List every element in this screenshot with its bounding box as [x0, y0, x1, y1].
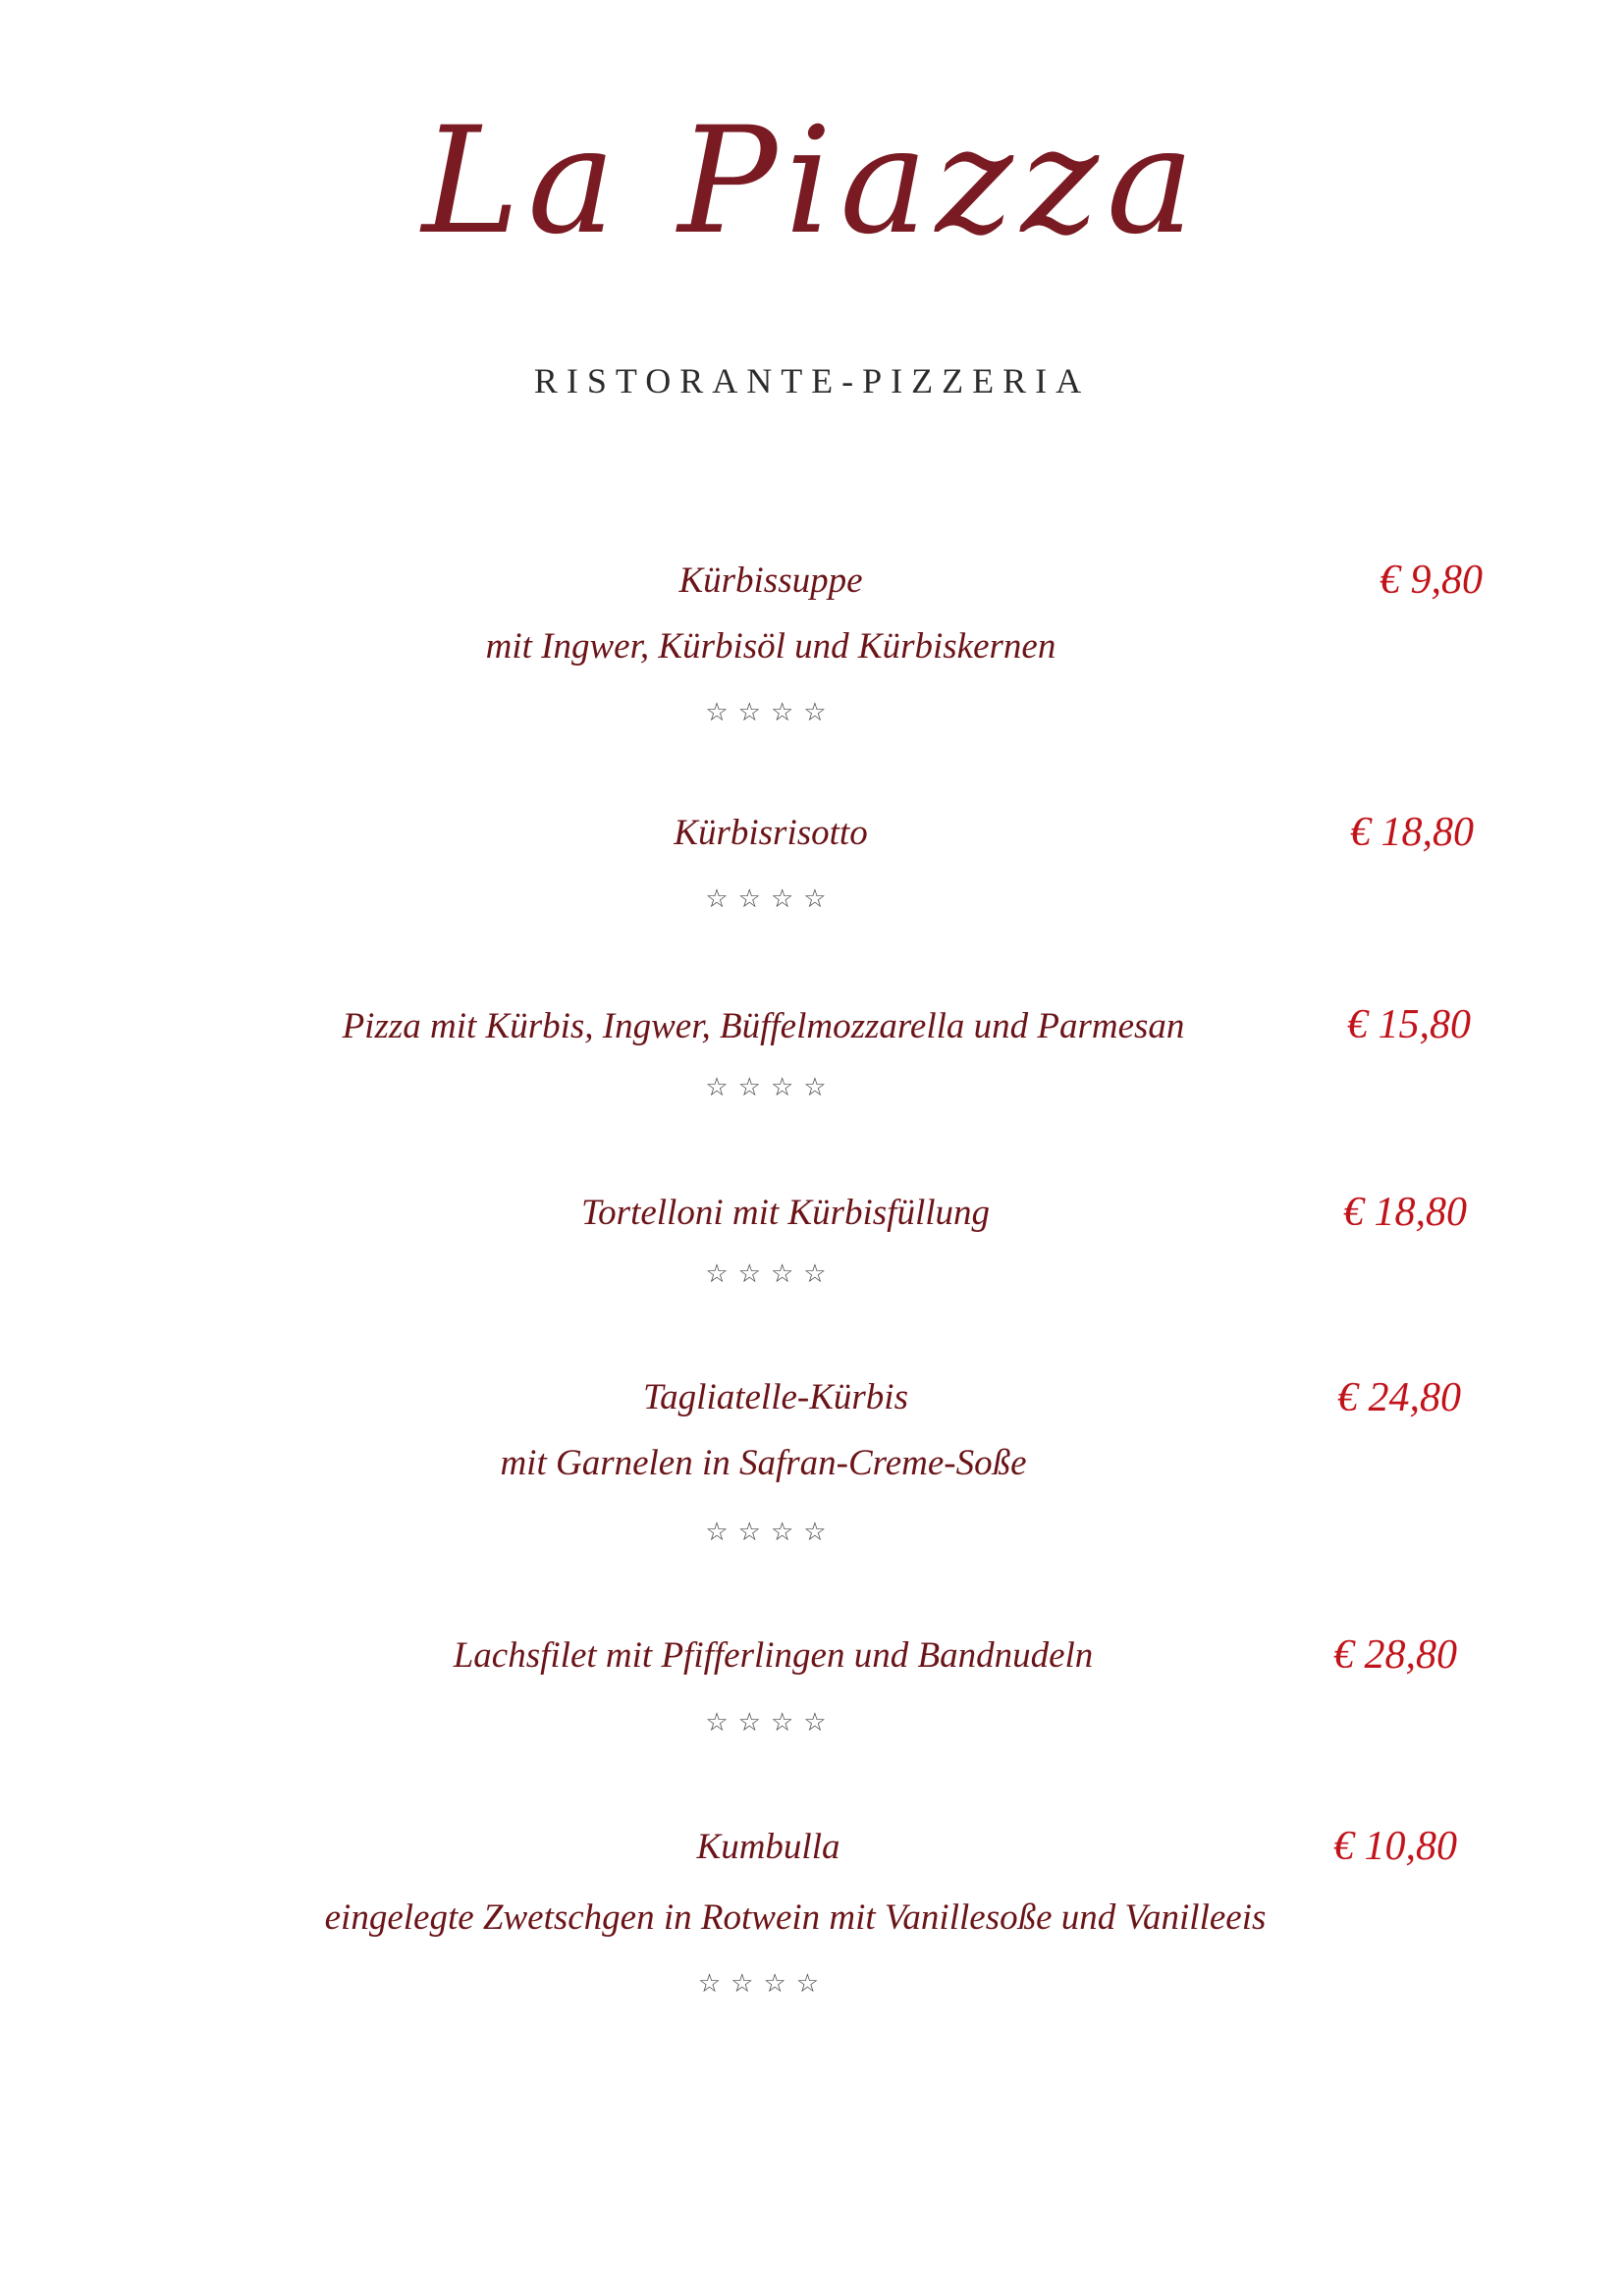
- star-divider: ☆☆☆☆: [697, 1969, 830, 1999]
- menu-item-price: € 28,80: [1333, 1632, 1457, 1678]
- restaurant-subtitle: RISTORANTE-PIZZERIA: [533, 361, 1091, 400]
- menu-item-name: Lachsfilet mit Pfifferlingen und Bandnudeln: [453, 1635, 1094, 1676]
- menu-item-description: mit Ingwer, Kürbisöl und Kürbiskernen: [485, 626, 1056, 667]
- menu-item-price: € 10,80: [1333, 1824, 1457, 1869]
- menu-item-price: € 18,80: [1350, 810, 1474, 855]
- menu-item-price: € 15,80: [1347, 1002, 1471, 1047]
- restaurant-logo: La Piazza: [421, 96, 1203, 267]
- menu-item-name: Kumbulla: [696, 1827, 840, 1867]
- menu-item-name: Pizza mit Kürbis, Ingwer, Büffelmozzarella und Parmesan: [342, 1006, 1185, 1046]
- menu-item-name: Kürbissuppe: [678, 561, 863, 601]
- star-divider: ☆☆☆☆: [705, 1708, 837, 1737]
- menu-item-price: € 18,80: [1343, 1190, 1467, 1235]
- menu-item-name: Kürbisrisotto: [674, 813, 868, 853]
- star-divider: ☆☆☆☆: [705, 1259, 837, 1289]
- menu-item-description: mit Garnelen in Safran-Creme-Soße: [500, 1443, 1027, 1483]
- menu-item-price: € 9,80: [1380, 558, 1483, 603]
- menu-item-name: Tagliatelle-Kürbis: [642, 1377, 908, 1417]
- star-divider: ☆☆☆☆: [705, 698, 837, 727]
- menu-item-price: € 24,80: [1337, 1375, 1461, 1420]
- star-divider: ☆☆☆☆: [705, 1073, 837, 1102]
- star-divider: ☆☆☆☆: [705, 884, 837, 914]
- menu-item-description: eingelegte Zwetschgen in Rotwein mit Vanillesoße und Vanilleeis: [324, 1897, 1267, 1938]
- star-divider: ☆☆☆☆: [705, 1518, 837, 1547]
- menu-item-name: Tortelloni mit Kürbisfüllung: [581, 1193, 990, 1233]
